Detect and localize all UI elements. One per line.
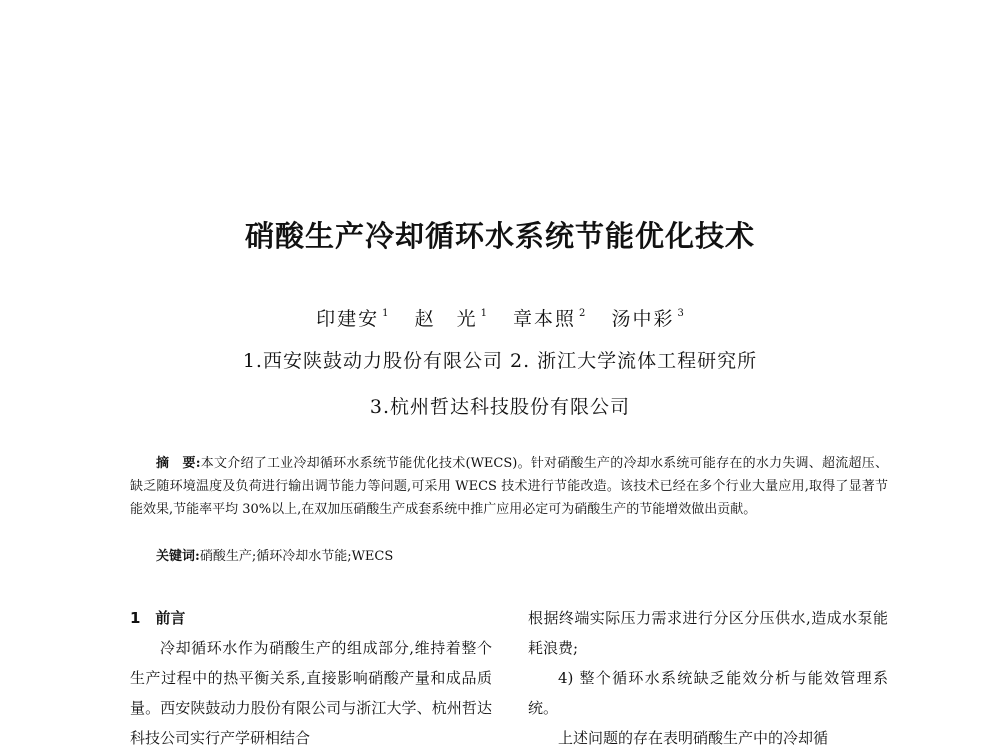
abstract [130, 452, 888, 521]
paper-title: 硝酸生产冷却循环水系统节能优化技术 [244, 219, 755, 253]
keywords [156, 545, 393, 568]
abstract-label: 摘 要: [156, 456, 201, 471]
body-column-left [130, 603, 492, 753]
keywords-text: 硝酸生产;循环冷却水节能;WECS [199, 549, 394, 564]
keywords-label: 关键词: [156, 549, 200, 564]
abstract-text: 本文介绍了工业冷却循环水系统节能优化技术(WECS)。针对硝酸生产的冷却水系统可能存在的水力失调、超流超压、缺乏随环境温度及负荷进行输出调节能力等问题,可采用 WECS 技术进行节能改造。该技术已经在多个行业大量应用,取得了显著节能效果,节能率平均 30%以上,在双加压硝酸生产成套系统中推广应用必定可为硝酸生产的节能增效做出贡献。 [130, 456, 888, 517]
body-paragraph: 根据终端实际压力需求进行分区分压供水,造成水泵能耗浪费; [528, 609, 888, 657]
body-column-right [528, 603, 888, 753]
affiliation-line-2: 3.杭州哲达科技股份有限公司 [369, 396, 631, 418]
body-paragraph: 冷却循环水作为硝酸生产的组成部分,维持着整个生产过程中的热平衡关系,直接影响硝酸产量和成品质量。西安陕鼓动力股份有限公司与浙江大学、杭州哲达科技公司实行产学研相结合 [130, 639, 492, 747]
author: 赵 光 $^1$ [414, 308, 487, 330]
author-list [0, 304, 1000, 331]
body-paragraph: 4) 整个循环水系统缺乏能效分析与能效管理系统。 [528, 669, 888, 717]
author: 章本照 $^2$ [513, 308, 586, 330]
section-heading: 1 前言 [130, 609, 186, 627]
author: 印建安 $^1$ [316, 308, 389, 330]
author: 汤中彩 $^3$ [611, 308, 684, 330]
body-paragraph: 上述问题的存在表明硝酸生产中的冷却循 [558, 729, 829, 747]
affiliation-line-1: 1.西安陕鼓动力股份有限公司 2. 浙江大学流体工程研究所 [242, 350, 758, 372]
